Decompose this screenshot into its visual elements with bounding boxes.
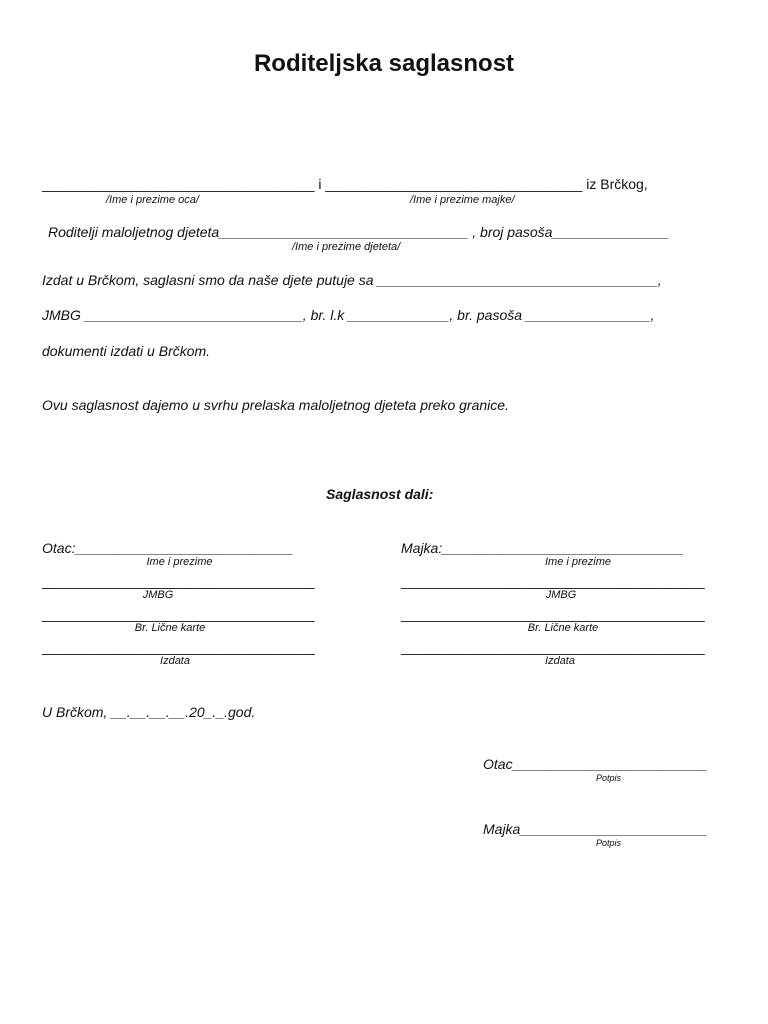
father-id-line: ___________________________________ — [42, 606, 315, 622]
father-issued-line: ___________________________________ — [42, 639, 315, 655]
mother-name-line: Majka:_______________________________ — [401, 540, 684, 556]
documents-line: dokumenti izdati u Brčkom. — [42, 343, 211, 359]
mother-issued-caption: Izdata — [545, 655, 575, 667]
father-name-line: Otac:____________________________ — [42, 540, 294, 556]
father-signature-line: Otac_________________________ — [483, 756, 708, 772]
father-jmbg-caption: JMBG — [142, 589, 174, 601]
mother-name-caption: /Ime i prezime majke/ — [410, 194, 515, 206]
mother-jmbg-line: _______________________________________ — [401, 573, 705, 589]
parents-names-line: ___________________________________ i _________________________________ iz Brčkog, — [42, 176, 648, 192]
issued-line: Izdat u Brčkom, saglasni smo da naše djete putuje sa ____________________________________, — [42, 272, 662, 288]
father-signature-caption: Potpis — [596, 773, 622, 783]
mother-signature-line: Majka________________________ — [483, 821, 708, 837]
father-id-caption: Br. Lične karte — [134, 622, 206, 634]
consent-heading: Saglasnost dali: — [326, 486, 434, 502]
page-title: Roditeljska saglasnost — [253, 50, 515, 77]
father-issued-caption: Izdata — [160, 655, 190, 667]
child-line: Roditelji maloljetnog djeteta________________________________ , broj pasoša_______________ — [48, 224, 670, 240]
mother-id-line: _______________________________________ — [401, 606, 705, 622]
father-name-caption: /Ime i prezime oca/ — [106, 194, 199, 206]
child-name-caption: /Ime i prezime djeteta/ — [292, 241, 401, 253]
mother-issued-line: _______________________________________ — [401, 639, 705, 655]
purpose-text: Ovu saglasnost dajemo u svrhu prelaska maloljetnog djeteta preko granice. — [42, 397, 509, 413]
place-date-line: U Brčkom, __.__.__.__.20_._.god. — [42, 704, 256, 720]
mother-id-caption: Br. Lične karte — [527, 622, 599, 634]
jmbg-line: JMBG ____________________________, br. l.k _____________, br. pasoša ________________, — [42, 307, 655, 323]
father-name-caption: Ime i prezime — [146, 556, 213, 568]
mother-signature-caption: Potpis — [596, 838, 622, 848]
mother-name-caption: Ime i prezime — [544, 556, 612, 568]
father-jmbg-line: ___________________________________ — [42, 573, 315, 589]
mother-jmbg-caption: JMBG — [545, 589, 577, 601]
